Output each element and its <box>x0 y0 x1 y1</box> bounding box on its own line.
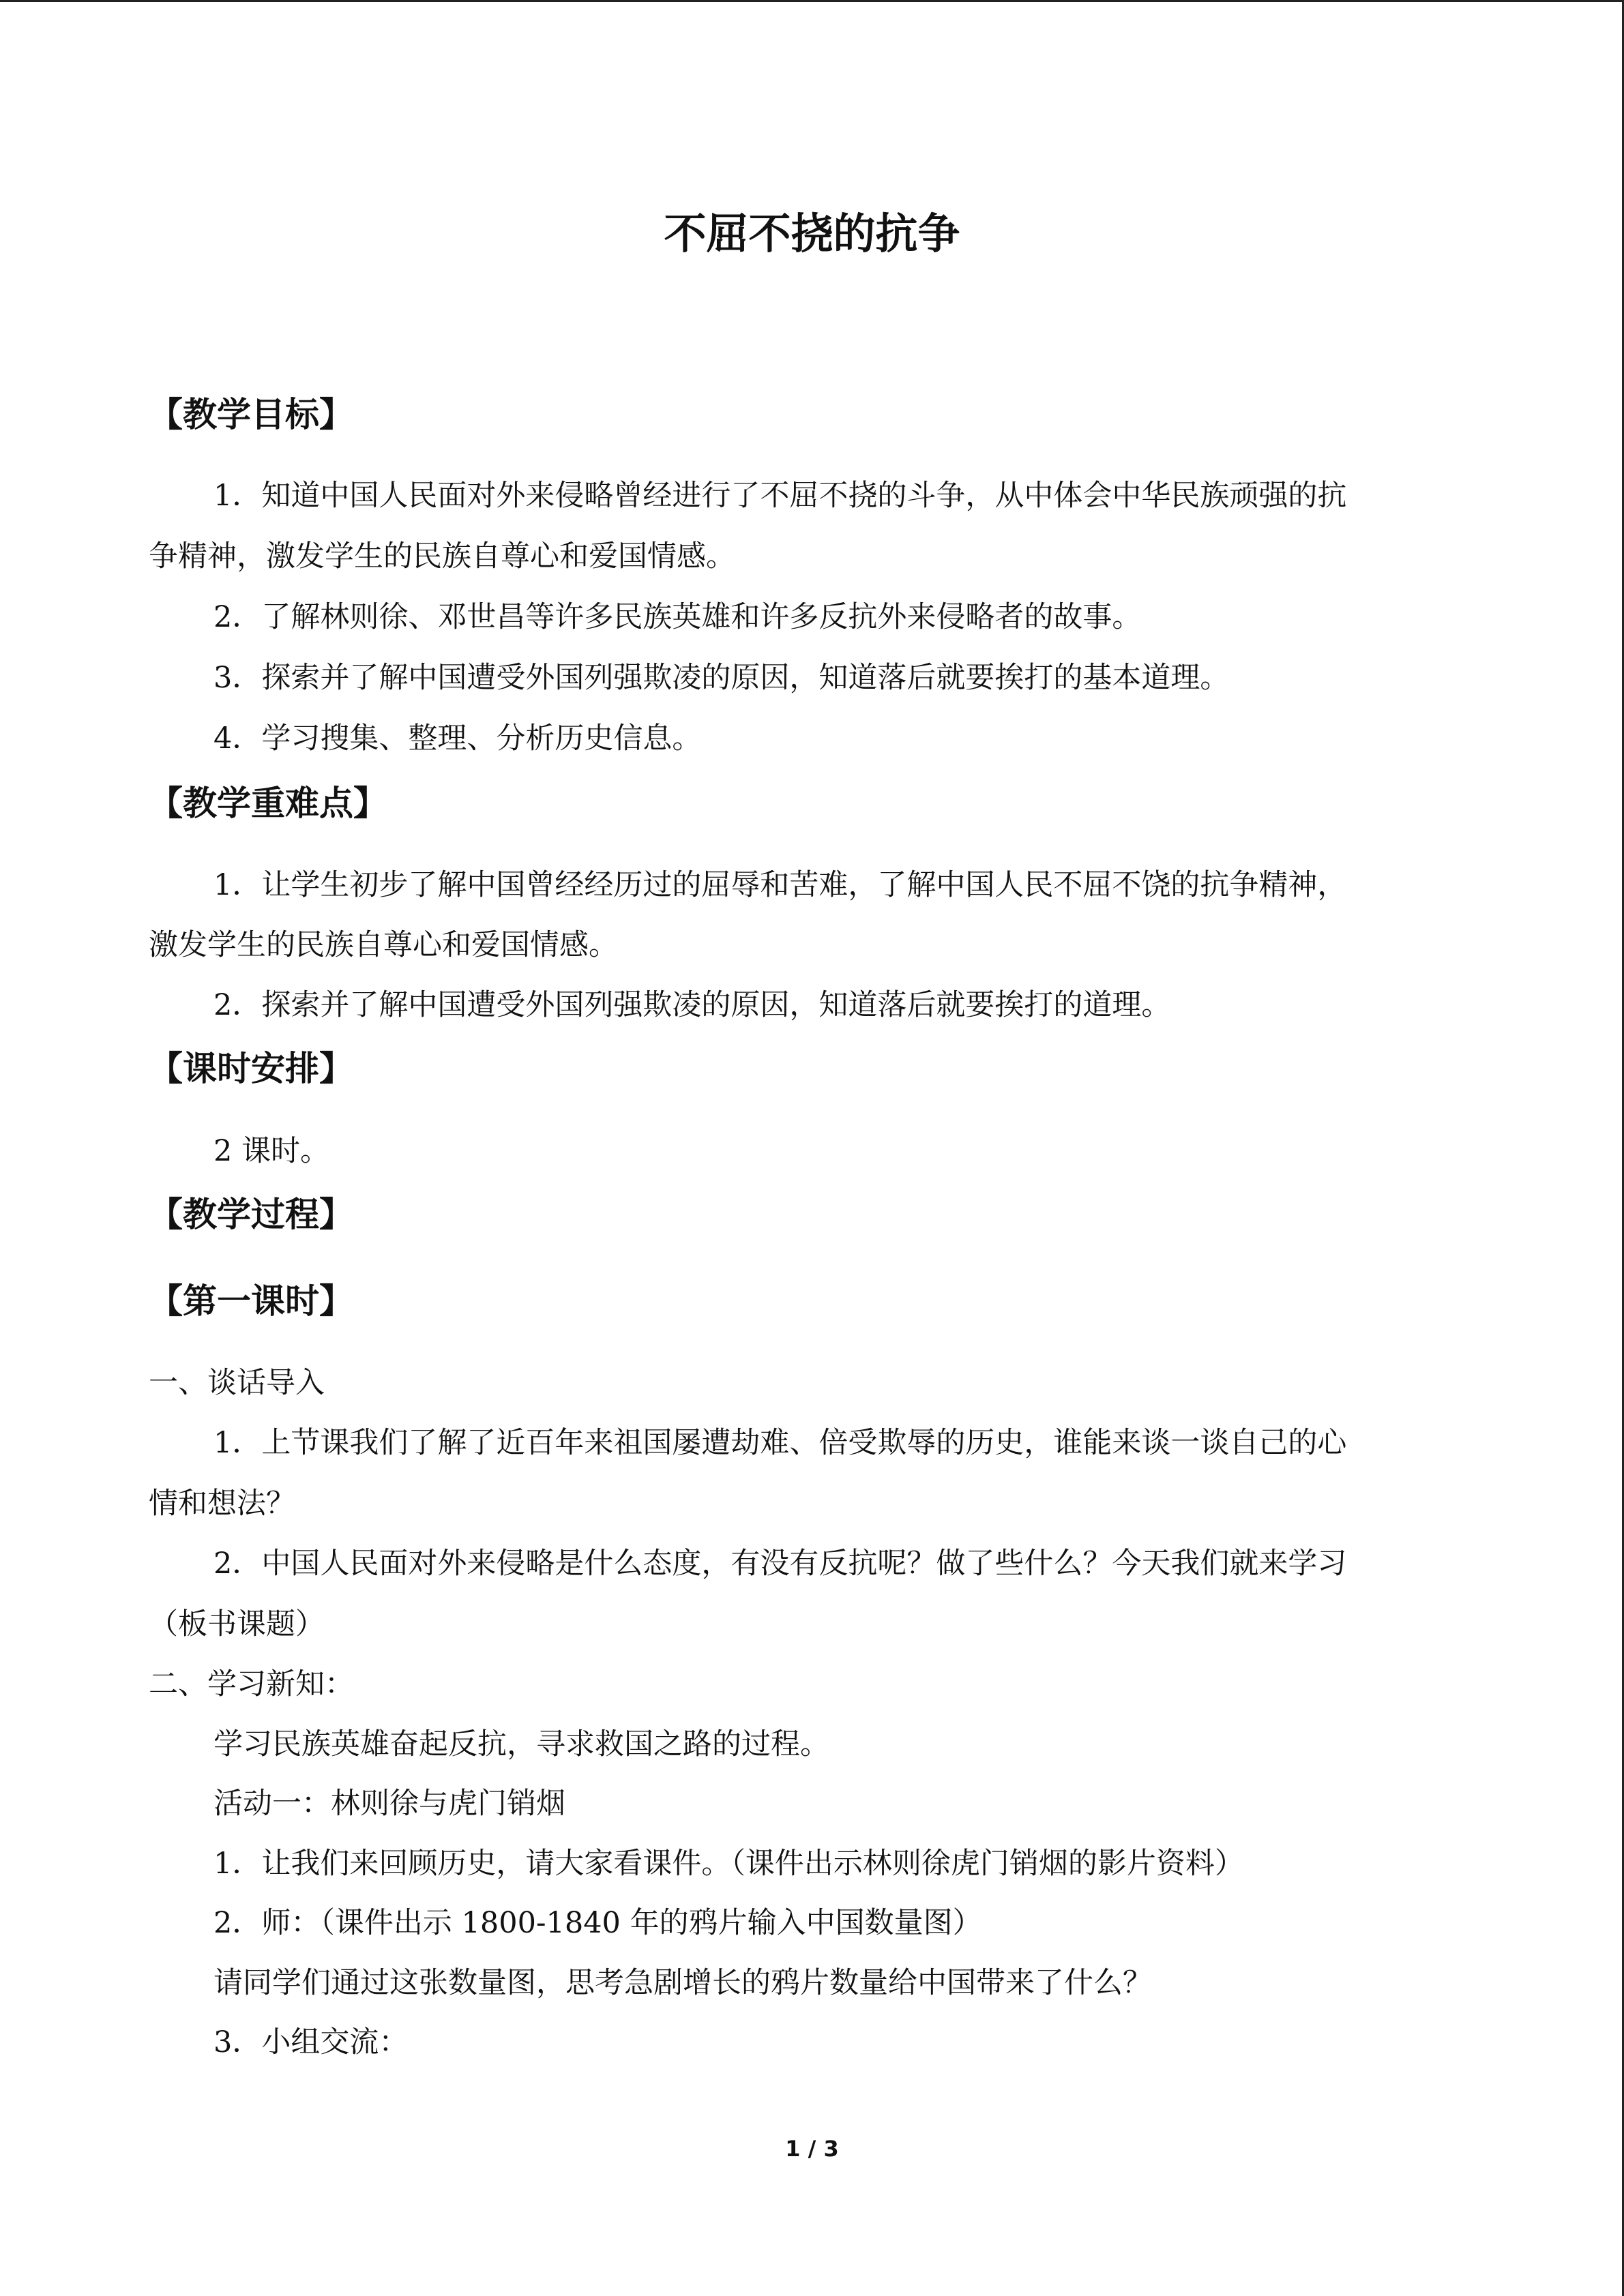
goal-1-line-2: 争精神，激发学生的民族自尊心和爱国情感。 <box>149 539 735 573</box>
part-1-paragraph-2-line-2: （板书课题） <box>149 1607 325 1641</box>
document-title: 不屈不挠的抗争 <box>664 209 960 258</box>
goal-3: 3．探索并了解中国遭受外国列强欺凌的原因，知道落后就要挨打的基本道理。 <box>213 661 1230 695</box>
part-1-title: 一、谈话导入 <box>149 1366 325 1400</box>
key-point-1-line-1: 1．让学生初步了解中国曾经经历过的屈辱和苦难，了解中国人民不屈不饶的抗争精神， <box>213 868 1347 902</box>
part-1-paragraph-1-line-2: 情和想法？ <box>149 1487 295 1521</box>
heading-key-points: 【教学重难点】 <box>149 784 387 823</box>
part-1-paragraph-2-line-1: 2．中国人民面对外来侵略是什么态度，有没有反抗呢？做了些什么？今天我们就来学习 <box>213 1547 1347 1581</box>
heading-teaching-goals: 【教学目标】 <box>149 395 353 434</box>
schedule-text: 2 课时。 <box>213 1134 330 1168</box>
activity-1-step-2-question: 请同学们通过这张数量图，思考急剧增长的鸦片数量给中国带来了什么？ <box>213 1966 1152 2000</box>
part-2-title: 二、学习新知： <box>149 1667 354 1701</box>
part-1-paragraph-1-line-1: 1．上节课我们了解了近百年来祖国屡遭劫难、倍受欺辱的历史，谁能来谈一谈自己的心 <box>213 1426 1347 1460</box>
goal-4: 4．学习搜集、整理、分析历史信息。 <box>213 721 702 756</box>
activity-1-title: 活动一：林则徐与虎门销烟 <box>213 1787 565 1821</box>
heading-schedule: 【课时安排】 <box>149 1049 353 1088</box>
activity-1-step-3: 3．小组交流： <box>213 2025 409 2059</box>
heading-lesson-1: 【第一课时】 <box>149 1281 353 1321</box>
part-2-intro: 学习民族英雄奋起反抗，寻求救国之路的过程。 <box>213 1727 829 1761</box>
goal-2: 2．了解林则徐、邓世昌等许多民族英雄和许多反抗外来侵略者的故事。 <box>213 600 1142 634</box>
key-point-1-line-2: 激发学生的民族自尊心和爱国情感。 <box>149 928 618 962</box>
activity-1-step-1: 1．让我们来回顾历史，请大家看课件。（课件出示林则徐虎门销烟的影片资料） <box>213 1847 1244 1881</box>
activity-1-step-2: 2．师：（课件出示 1800-1840 年的鸦片输入中国数量图） <box>213 1906 982 1940</box>
heading-teaching-process: 【教学过程】 <box>149 1195 353 1234</box>
goal-1-line-1: 1．知道中国人民面对外来侵略曾经进行了不屈不挠的斗争，从中体会中华民族顽强的抗 <box>213 479 1347 513</box>
page-indicator: 1 / 3 <box>785 2136 839 2162</box>
key-point-2: 2．探索并了解中国遭受外国列强欺凌的原因，知道落后就要挨打的道理。 <box>213 988 1171 1022</box>
